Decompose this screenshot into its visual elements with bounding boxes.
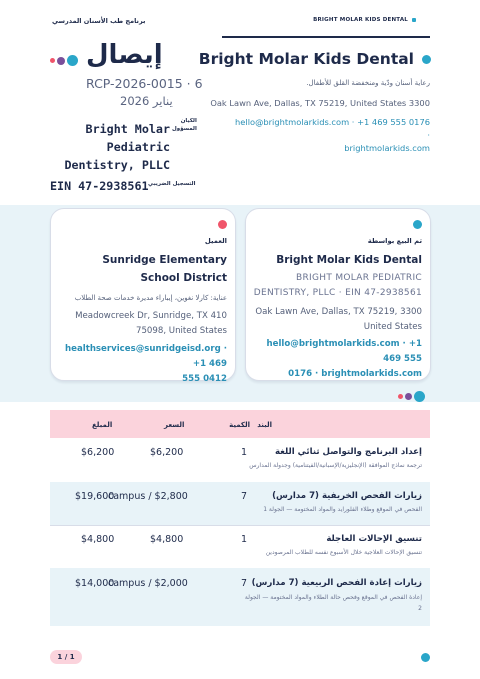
client-name-line2: School District — [140, 272, 227, 285]
seller-dot-icon — [413, 220, 422, 229]
brand-header — [199, 50, 431, 68]
brand-tagline: رعاية أسنان ودّية ومنخفضة القلق للأطفال. — [306, 79, 430, 87]
entity-label — [172, 118, 197, 133]
coral-dot-icon — [50, 58, 55, 63]
seller-legal — [246, 271, 422, 302]
brand-caps-header — [313, 17, 416, 23]
row-amount: $6,200 — [81, 447, 115, 458]
header-price: السعر — [164, 421, 185, 429]
coral-dot-icon — [398, 394, 403, 399]
table-row — [50, 482, 430, 526]
table-row — [50, 438, 430, 483]
purple-dot-icon — [57, 57, 65, 65]
client-label: العميل — [204, 237, 227, 245]
seller-name: Bright Molar Kids Dental — [276, 254, 422, 266]
row-description: ترجمة نماذج الموافقة (الإنجليزية/الإسبانية/الفيتنامية) وجدولة المدارس — [249, 462, 422, 469]
row-price: campus / $2,000 — [108, 578, 188, 589]
seller-legal-line1: BRIGHT MOLAR PEDIATRIC — [296, 273, 422, 283]
program-title: برنامج طب الأسنان المدرسي — [52, 17, 146, 25]
purple-dot-icon — [405, 393, 412, 400]
client-name — [57, 251, 227, 288]
client-address — [51, 309, 227, 339]
header-amount: المبلغ — [92, 421, 113, 429]
decorative-dots-icon — [50, 55, 78, 66]
row-description-line2: 2 — [418, 604, 422, 612]
seller-contact-line1[interactable]: hello@brightmolarkids.com · +1 469 555 — [266, 339, 422, 365]
client-contact-line2[interactable]: 555 0412 — [182, 374, 227, 385]
client-address-line2: 75098, United States — [136, 326, 227, 337]
seller-card — [245, 208, 431, 381]
client-contact-line1[interactable]: healthservices@sunridgeisd.org · +1 469 — [65, 344, 227, 370]
row-title: زيارات الفحص الخريفية (7 مدارس) — [272, 491, 422, 501]
decorative-dots-mid-icon — [398, 391, 425, 402]
entity-label-line2: المسؤول — [172, 125, 197, 132]
seller-legal-line2: DENTISTRY, PLLC · EIN 47-2938561 — [253, 288, 422, 299]
seller-address-line2: United States — [363, 322, 422, 333]
header-divider — [222, 36, 430, 38]
brand-logo-icon — [422, 55, 431, 64]
entity-label-line1: الكيان — [180, 118, 197, 124]
row-qty: 7 — [241, 491, 248, 502]
client-attention: عناية: كارلا نغوين، إيباراء مديرة خدمات صحة الطلاب — [74, 294, 227, 302]
entity-line3: Dentistry, PLLC — [64, 158, 170, 173]
tax-registration-label: التسجيل الضريبي — [148, 181, 196, 187]
seller-contact — [246, 337, 422, 382]
footer-dot-icon — [421, 653, 430, 662]
seller-address — [246, 305, 422, 335]
teal-dot-icon — [414, 391, 425, 402]
entity-line2: Pediatric — [106, 140, 170, 155]
seller-address-line1: Oak Lawn Ave, Dallas, TX 75219, 3300 — [255, 307, 422, 317]
receipt-number: RCP-2026-0015 · 6 — [86, 76, 203, 91]
client-dot-icon — [218, 220, 227, 229]
responsible-entity — [62, 120, 170, 174]
brand-contact-line1[interactable]: hello@brightmolarkids.com · +1 469 555 0176 · — [235, 117, 430, 140]
client-name-line1: Sunridge Elementary — [102, 254, 227, 266]
row-qty: 1 — [241, 447, 248, 458]
client-contact — [51, 342, 227, 387]
brand-name: Bright Molar Kids Dental — [198, 50, 414, 68]
entity-line1: Bright Molar — [85, 122, 170, 136]
brand-address: Oak Lawn Ave, Dallas, TX 75219, United States 3300 — [210, 98, 430, 108]
row-description — [162, 593, 422, 615]
row-amount: $14,000 — [75, 578, 115, 589]
client-address-line1: Meadowcreek Dr, Sunridge, TX 410 — [75, 311, 227, 321]
ein-value: EIN 47-2938561 — [50, 179, 149, 193]
client-card — [50, 208, 236, 385]
row-description-line1: إعادة الفحص في الموقع وفحص حالة الطلاء والمواد المختومة — الجولة — [244, 594, 422, 601]
receipt-date: يناير 2026 — [120, 94, 173, 108]
row-price: campus / $2,800 — [108, 491, 188, 502]
row-qty: 1 — [241, 534, 248, 545]
seller-label: تم البيع بواسطة — [367, 237, 422, 245]
row-title: إعداد البرنامج والتواصل ثنائي اللغة — [274, 447, 422, 457]
brand-square-icon — [412, 18, 416, 22]
row-qty: 7 — [241, 578, 248, 589]
row-price: $6,200 — [150, 447, 184, 458]
row-amount: $4,800 — [81, 534, 115, 545]
teal-dot-icon — [67, 55, 78, 66]
brand-caps-text: BRIGHT MOLAR KIDS DENTAL — [313, 17, 408, 23]
row-title: تنسيق الإحالات العاجلة — [326, 534, 422, 544]
table-row — [50, 568, 430, 626]
row-description: تنسيق الإحالات العلاجية خلال الأسبوع نفسه للطلاب المرصودين — [265, 549, 422, 556]
row-description: الفحص في الموقع وطلاء الفلورايد والمواد المختومة — الجولة 1 — [263, 506, 422, 513]
header-item: البند — [257, 421, 272, 429]
seller-contact-line2[interactable]: 0176 · brightmolarkids.com — [288, 369, 422, 380]
brand-contact — [230, 116, 430, 155]
header-qty: الكمية — [229, 421, 250, 429]
row-amount: $19,600 — [75, 491, 115, 502]
brand-contact-line2[interactable]: brightmolarkids.com — [344, 142, 430, 153]
table-row — [50, 525, 430, 569]
page-indicator: 1 / 1 — [50, 650, 82, 664]
row-price: $4,800 — [150, 534, 184, 545]
receipt-title: إيصال — [86, 40, 163, 70]
row-title: زيارات إعادة الفحص الربيعية (7 مدارس) — [251, 578, 422, 588]
